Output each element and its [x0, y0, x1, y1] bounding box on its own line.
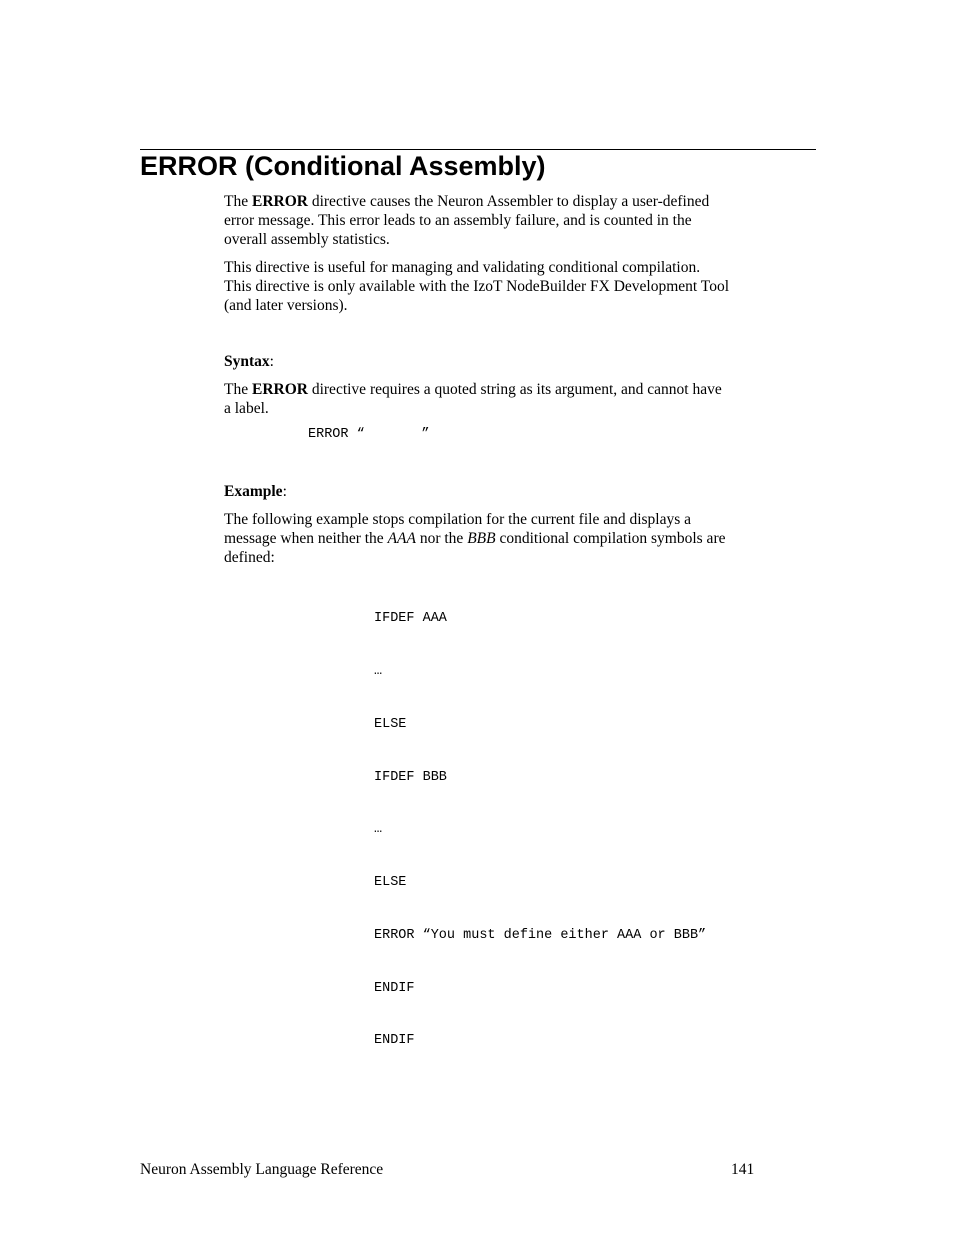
usage-line-2: This directive is only available with the IzoT NodeBuilder FX Development Tool	[224, 278, 729, 295]
footer-title: Neuron Assembly Language Reference	[140, 1161, 384, 1178]
intro-line-3: overall assembly statistics.	[224, 231, 390, 248]
syntax-description	[224, 380, 819, 418]
example-line-2: message when neither the AAA nor the BBB conditional compilation symbols are	[224, 530, 726, 547]
usage-line-1: This directive is useful for managing and validating conditional compilation.	[224, 259, 701, 276]
intro-line-2: error message. This error leads to an assembly failure, and is counted in the	[224, 212, 692, 229]
page-number: 141	[731, 1161, 755, 1178]
syntax-heading: Syntax:	[224, 353, 274, 370]
usage-paragraph	[224, 258, 819, 315]
code-line: ELSE	[374, 716, 407, 732]
example-heading: Example:	[224, 483, 287, 500]
example-code-block	[374, 575, 706, 1068]
code-line: IFDEF BBB	[374, 769, 447, 785]
example-line-1: The following example stops compilation for the current file and displays a	[224, 511, 692, 528]
code-line: IFDEF AAA	[374, 611, 447, 627]
code-line: …	[374, 822, 383, 838]
code-line: ENDIF	[374, 1033, 415, 1049]
example-line-3: defined:	[224, 549, 275, 566]
usage-line-3: (and later versions).	[224, 297, 348, 314]
page-title: ERROR (Conditional Assembly)	[140, 151, 546, 181]
example-description	[224, 510, 819, 567]
syntax-line-2: a label.	[224, 400, 269, 417]
code-line: ELSE	[374, 875, 407, 891]
intro-line-1: The ERROR directive causes the Neuron Assembler to display a user-defined	[224, 193, 710, 210]
syntax-line-1: The ERROR directive requires a quoted string as its argument, and cannot have	[224, 381, 722, 398]
error-keyword: ERROR	[251, 381, 308, 398]
code-line: …	[374, 663, 383, 679]
code-line: ENDIF	[374, 980, 415, 996]
syntax-code: ERROR “ ”	[308, 427, 430, 442]
error-keyword: ERROR	[251, 193, 308, 210]
code-line: ERROR “You must define either AAA or BBB”	[374, 927, 707, 943]
intro-paragraph	[224, 192, 819, 249]
